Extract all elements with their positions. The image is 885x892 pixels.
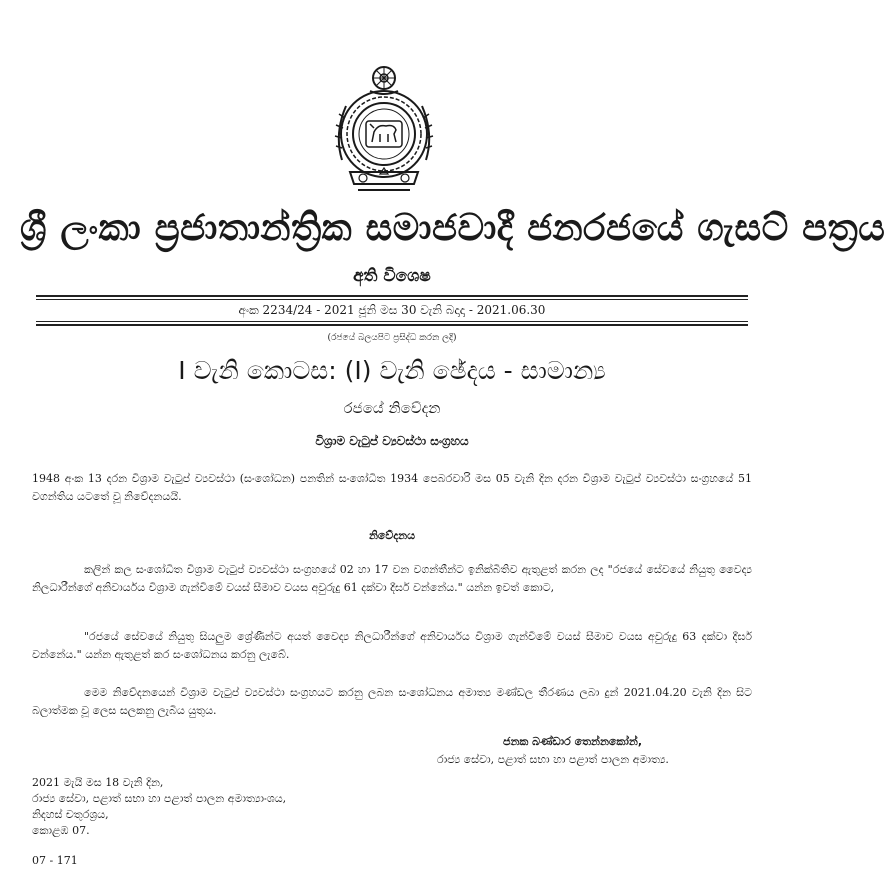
subject-heading: විශ්‍රාම වැටුප් ව්‍යවස්ථා සංග්‍රහය <box>315 434 469 448</box>
authority-line: (රජයේ බලයපිට ප්‍රසිද්ධ කරන ලදි) <box>327 333 457 343</box>
masthead-rule-bottom <box>36 321 748 322</box>
address-line: කොළඹ 07. <box>32 824 90 837</box>
masthead-rule-top <box>36 295 748 297</box>
edition-label: අති විශෙෂ <box>353 266 431 286</box>
address-line: රාජ්‍ය සේවා, පළාත් සභා හා පළාත් පාලන අමාත්‍යාංශය, <box>32 792 287 805</box>
masthead-rule-bottom-thick <box>36 324 748 326</box>
reference-number: 07 - 171 <box>32 854 78 867</box>
address-line: නිදහස් චතුරශ්‍රය, <box>32 808 109 821</box>
gazette-masthead-title: ශ්‍රී ලංකා ප්‍රජාතාන්ත්‍රික සමාජවාදී ජනරජයේ ගැසට් පත්‍රය <box>20 206 885 249</box>
issue-line: අංක 2234/24 - 2021 ජූනි මස 30 වැනි බදාදා - 2021.06.30 <box>238 303 546 317</box>
preamble-paragraph: 1948 අංක 13 දරන විශ්‍රාම වැටුප් ව්‍යවස්ථා (සංශෝධන) පනතින් සංශෝධිත 1934 පෙබරවාරි මස 05 වැනි දින දරන විශ්‍රාම වැටුප් ව්‍යවස්ථා සංග්‍රහයේ 51 වගන්තිය යටතේ වූ නිවේදනයයි. <box>32 472 752 503</box>
section-heading: රජයේ නිවේදන <box>343 399 441 417</box>
notice-title: නිවේදනය <box>368 529 416 542</box>
signatory-title: රාජ්‍ය සේවා, පළාත් සභා හා පළාත් පාලන අමාත්‍ය. <box>437 753 669 766</box>
body-paragraph-3: මෙම නිවේදනයෙන් විශ්‍රාම වැටුප් ව්‍යවස්ථා සංග්‍රහයට කරනු ලබන සංශෝධනය අමාත්‍ය මණ්ඩල තීරණය ලබා දුන් 2021.04.20 වැනි දින සිට බලාත්මක වූ ලෙස සලකනු ලැබිය යුතුය. <box>32 686 752 717</box>
part-heading: I වැනි කොටස: (I) වැනි ඡේදය - සාමාන්‍ය <box>178 356 606 385</box>
body-paragraph-2: "රජයේ සේවයේ නියුතු සියලුම ශ්‍රේණීන්ට අයත් වෛද්‍ය නිලධාරීන්ගේ අනිවාර්යය විශ්‍රාම ගැන්වීමේ වයස් සීමාව වයස අවුරුදු 63 දක්වා දීර්ඝ වන්නේය." යන්න ඇතුළත් කර සංශෝධනය කරනු ලැබේ. <box>32 630 752 661</box>
masthead-rule-top-thin <box>36 299 748 300</box>
signatory-name: ජනක බණ්ඩාර තෙන්නකෝන්, <box>503 735 643 748</box>
national-emblem-icon <box>330 64 438 198</box>
issuing-address <box>32 775 286 839</box>
body-paragraph-1: කලින් කල සංශෝධිත විශ්‍රාම වැටුප් ව්‍යවස්ථා සංග්‍රහයේ 02 හා 17 වන වගන්තීන්ට ඉනික්බිතිව ඇතුළත් කරන ලද "රජයේ සේවයේ නියුතු වෛද්‍ය නිලධාරීන්ගේ අනිවාර්යය විශ්‍රාම ගැන්වීමේ වයස් සීමාව වයස අවුරුදු 61 දක්වා දීර්ඝ වන්නේය." යන්න ඉවත් කොට, <box>32 563 752 594</box>
address-line: 2021 මැයි මස 18 වැනි දින, <box>32 776 164 789</box>
